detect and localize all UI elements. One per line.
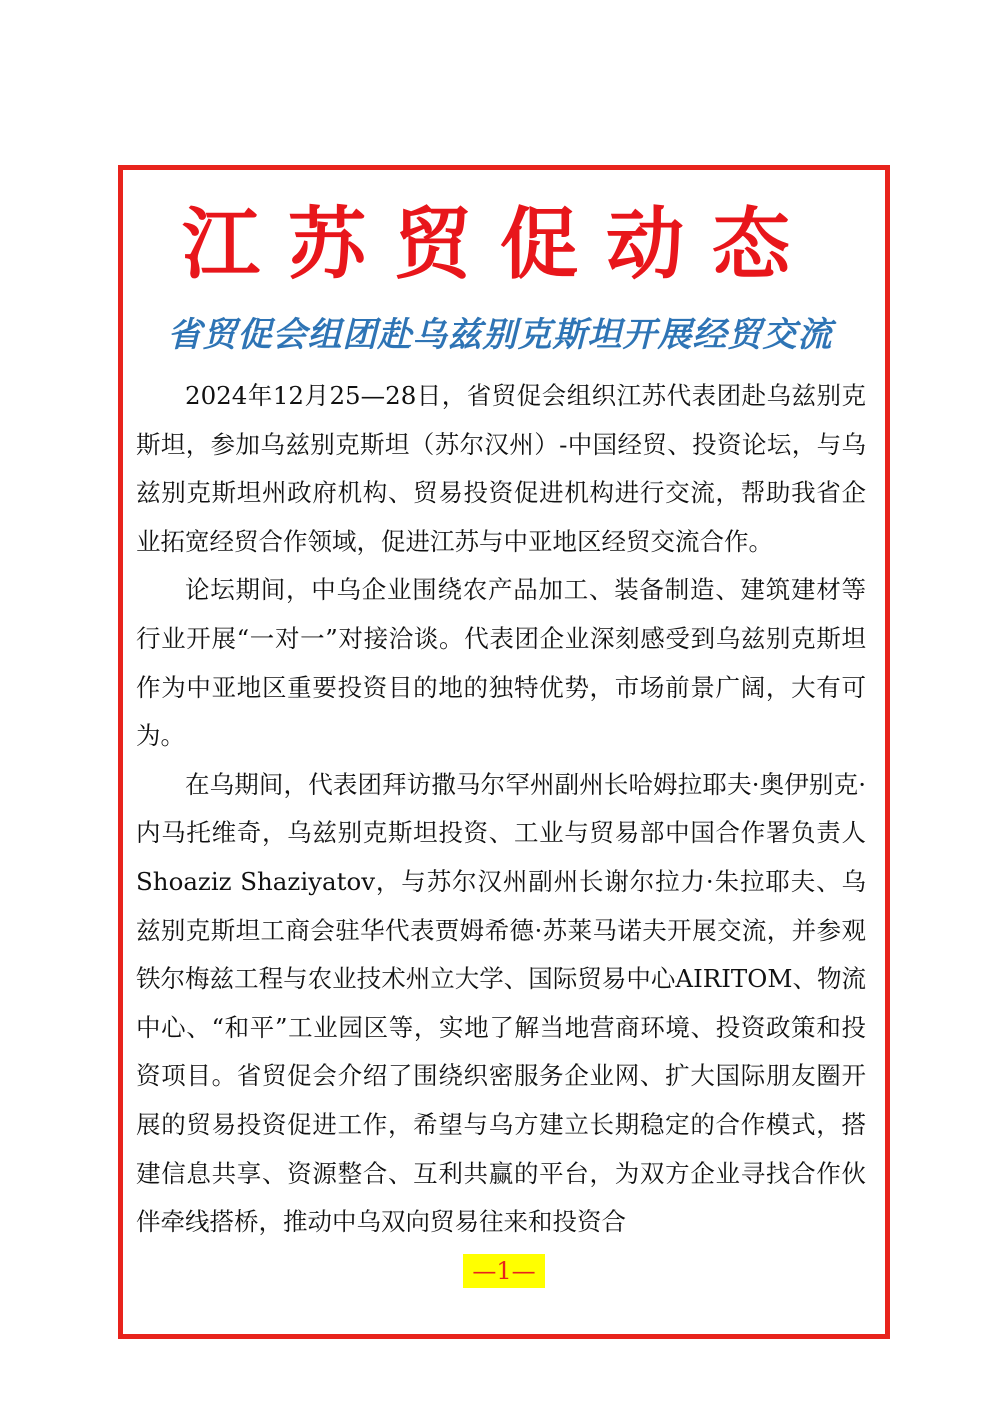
page-number: —1— [463,1254,545,1288]
article-headline: 省贸促会组团赴乌兹别克斯坦开展经贸交流 [167,315,833,355]
paragraph: 在乌期间，代表团拜访撒马尔罕州副州长哈姆拉耶夫·奥伊别克·内马托维奇，乌兹别克斯坦投资、工业与贸易部中国合作署负责人Shoaziz Shaziyatov，与苏尔汉州副州长谢尔拉力·朱拉耶夫、乌兹别克斯坦工商会驻华代表贾姆希德·苏莱马诺夫开展交流，并参观铁尔梅兹工程与农业技术州立大学、国际贸易中心AIRITOM、物流中心、“和平”工业园区等，实地了解当地营商环境、投资政策和投资项目。省贸促会介绍了围绕织密服务企业网、扩大国际朋友圈开展的贸易投资促进工作，希望与乌方建立长期稳定的合作模式，搭建信息共享、资源整合、互利共赢的平台，为双方企业寻找合作伙伴牵线搭桥，推动中乌双向贸易往来和投资合 [136,769,866,1237]
paragraph: 论坛期间，中乌企业围绕农产品加工、装备制造、建筑建材等行业开展“一对一”对接洽谈。代表团企业深刻感受到乌兹别克斯坦作为中亚地区重要投资目的地的独特优势，市场前景广阔，大有可为。 [136,575,866,751]
paragraph: 2024年12月25—28日，省贸促会组织江苏代表团赴乌兹别克斯坦，参加乌兹别克斯坦（苏尔汉州）-中国经贸、投资论坛，与乌兹别克斯坦州政府机构、贸易投资促进机构进行交流，帮助我省企业拓宽经贸合作领域，促进江苏与中亚地区经贸交流合作。 [136,381,866,556]
article-body [136,372,866,1247]
masthead-title: 江苏贸促动态 [181,199,818,290]
